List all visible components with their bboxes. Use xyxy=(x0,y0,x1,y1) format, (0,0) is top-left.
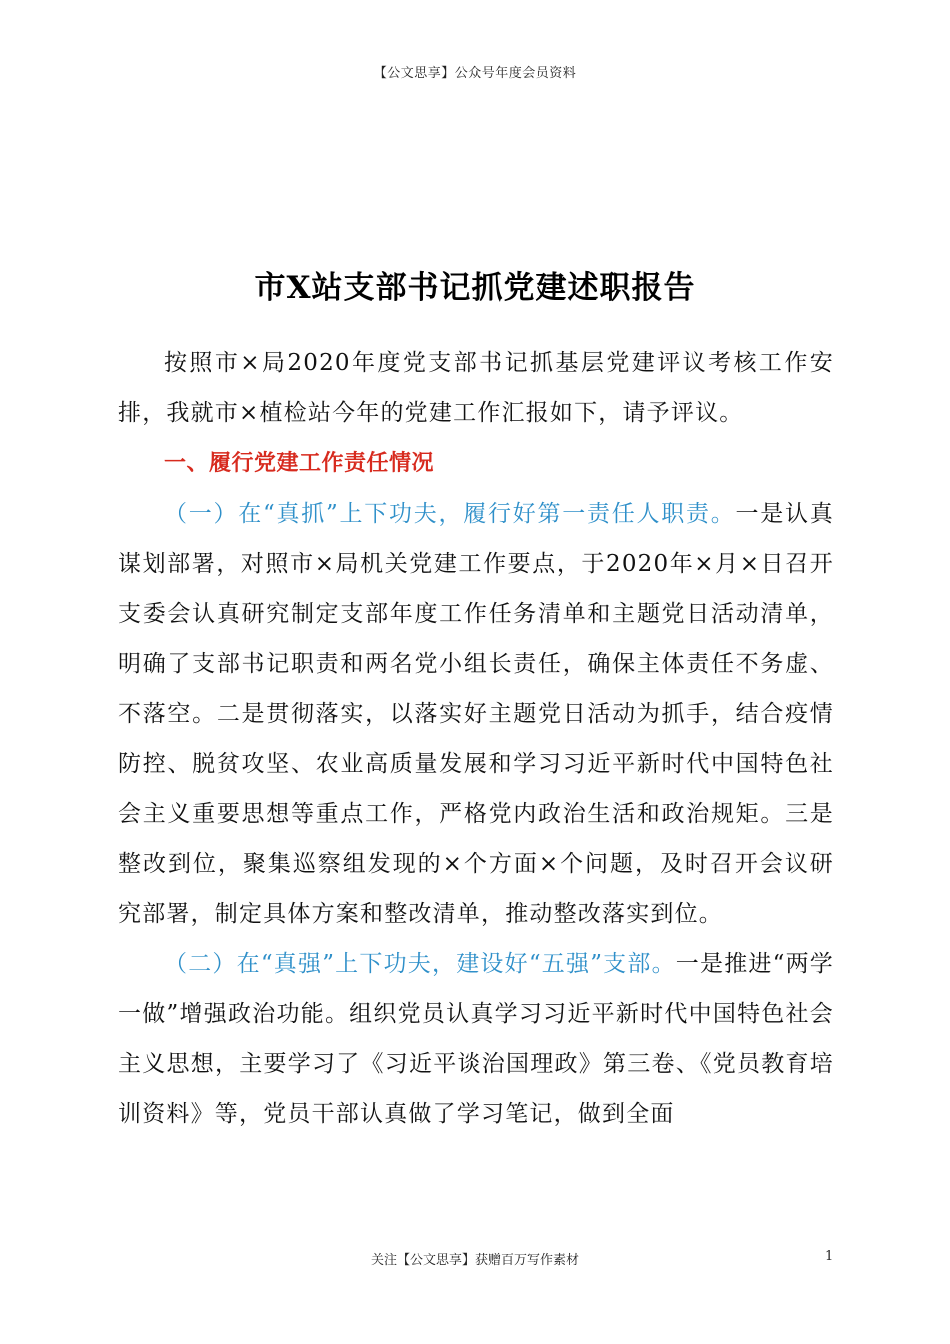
subsection-1-title: （一）在“真抓”上下功夫，履行好第一责任人职责。 xyxy=(164,501,736,527)
subsection-2-body: 一是推进“两学一做”增强政治功能。组织党员认真学习习近平新时代中国特色社会主义思想，主要学习了《习近平谈治国理政》第三卷、《党员教育培训资料》等，党员干部认真做了学习笔记，做到全面 xyxy=(118,951,834,1127)
intro-paragraph: 按照市×局2020年度党支部书记抓基层党建评议考核工作安排，我就市×植检站今年的党建工作汇报如下，请予评议。 xyxy=(118,350,834,426)
page-header: 【公文思享】公众号年度会员资料 xyxy=(373,66,577,81)
section-heading-text: 一、履行党建工作责任情况 xyxy=(164,451,435,476)
subsection-1-body: 一是认真谋划部署，对照市×局机关党建工作要点，于2020年×月×日召开支委会认真研究制定支部年度工作任务清单和主题党日活动清单，明确了支部书记职责和两名党小组长责任，确保主体责任不务虚、不落空。二是贯彻落实，以落实好主题党日活动为抓手，结合疫情防控、脱贫攻坚、农业高质量发展和学习习近平新时代中国特色社会主义重要思想等重点工作，严格党内政治生活和政治规矩。三是整改到位，聚集巡察组发现的×个方面×个问题，及时召开会议研究部署，制定具体方案和整改清单，推动整改落实到位。 xyxy=(118,501,834,927)
subsection-2-paragraph xyxy=(118,939,834,1139)
page-footer: 关注【公文思享】获赠百万写作素材 xyxy=(370,1253,579,1268)
subsection-1-paragraph xyxy=(118,489,834,939)
page-number: 1 xyxy=(825,1249,834,1264)
document-title: 市X站支部书记抓党建述职报告 xyxy=(254,270,696,306)
section-heading xyxy=(118,438,834,489)
subsection-2-title: （二）在“真强”上下功夫，建设好“五强”支部。 xyxy=(164,951,676,977)
document-body xyxy=(118,338,834,1139)
